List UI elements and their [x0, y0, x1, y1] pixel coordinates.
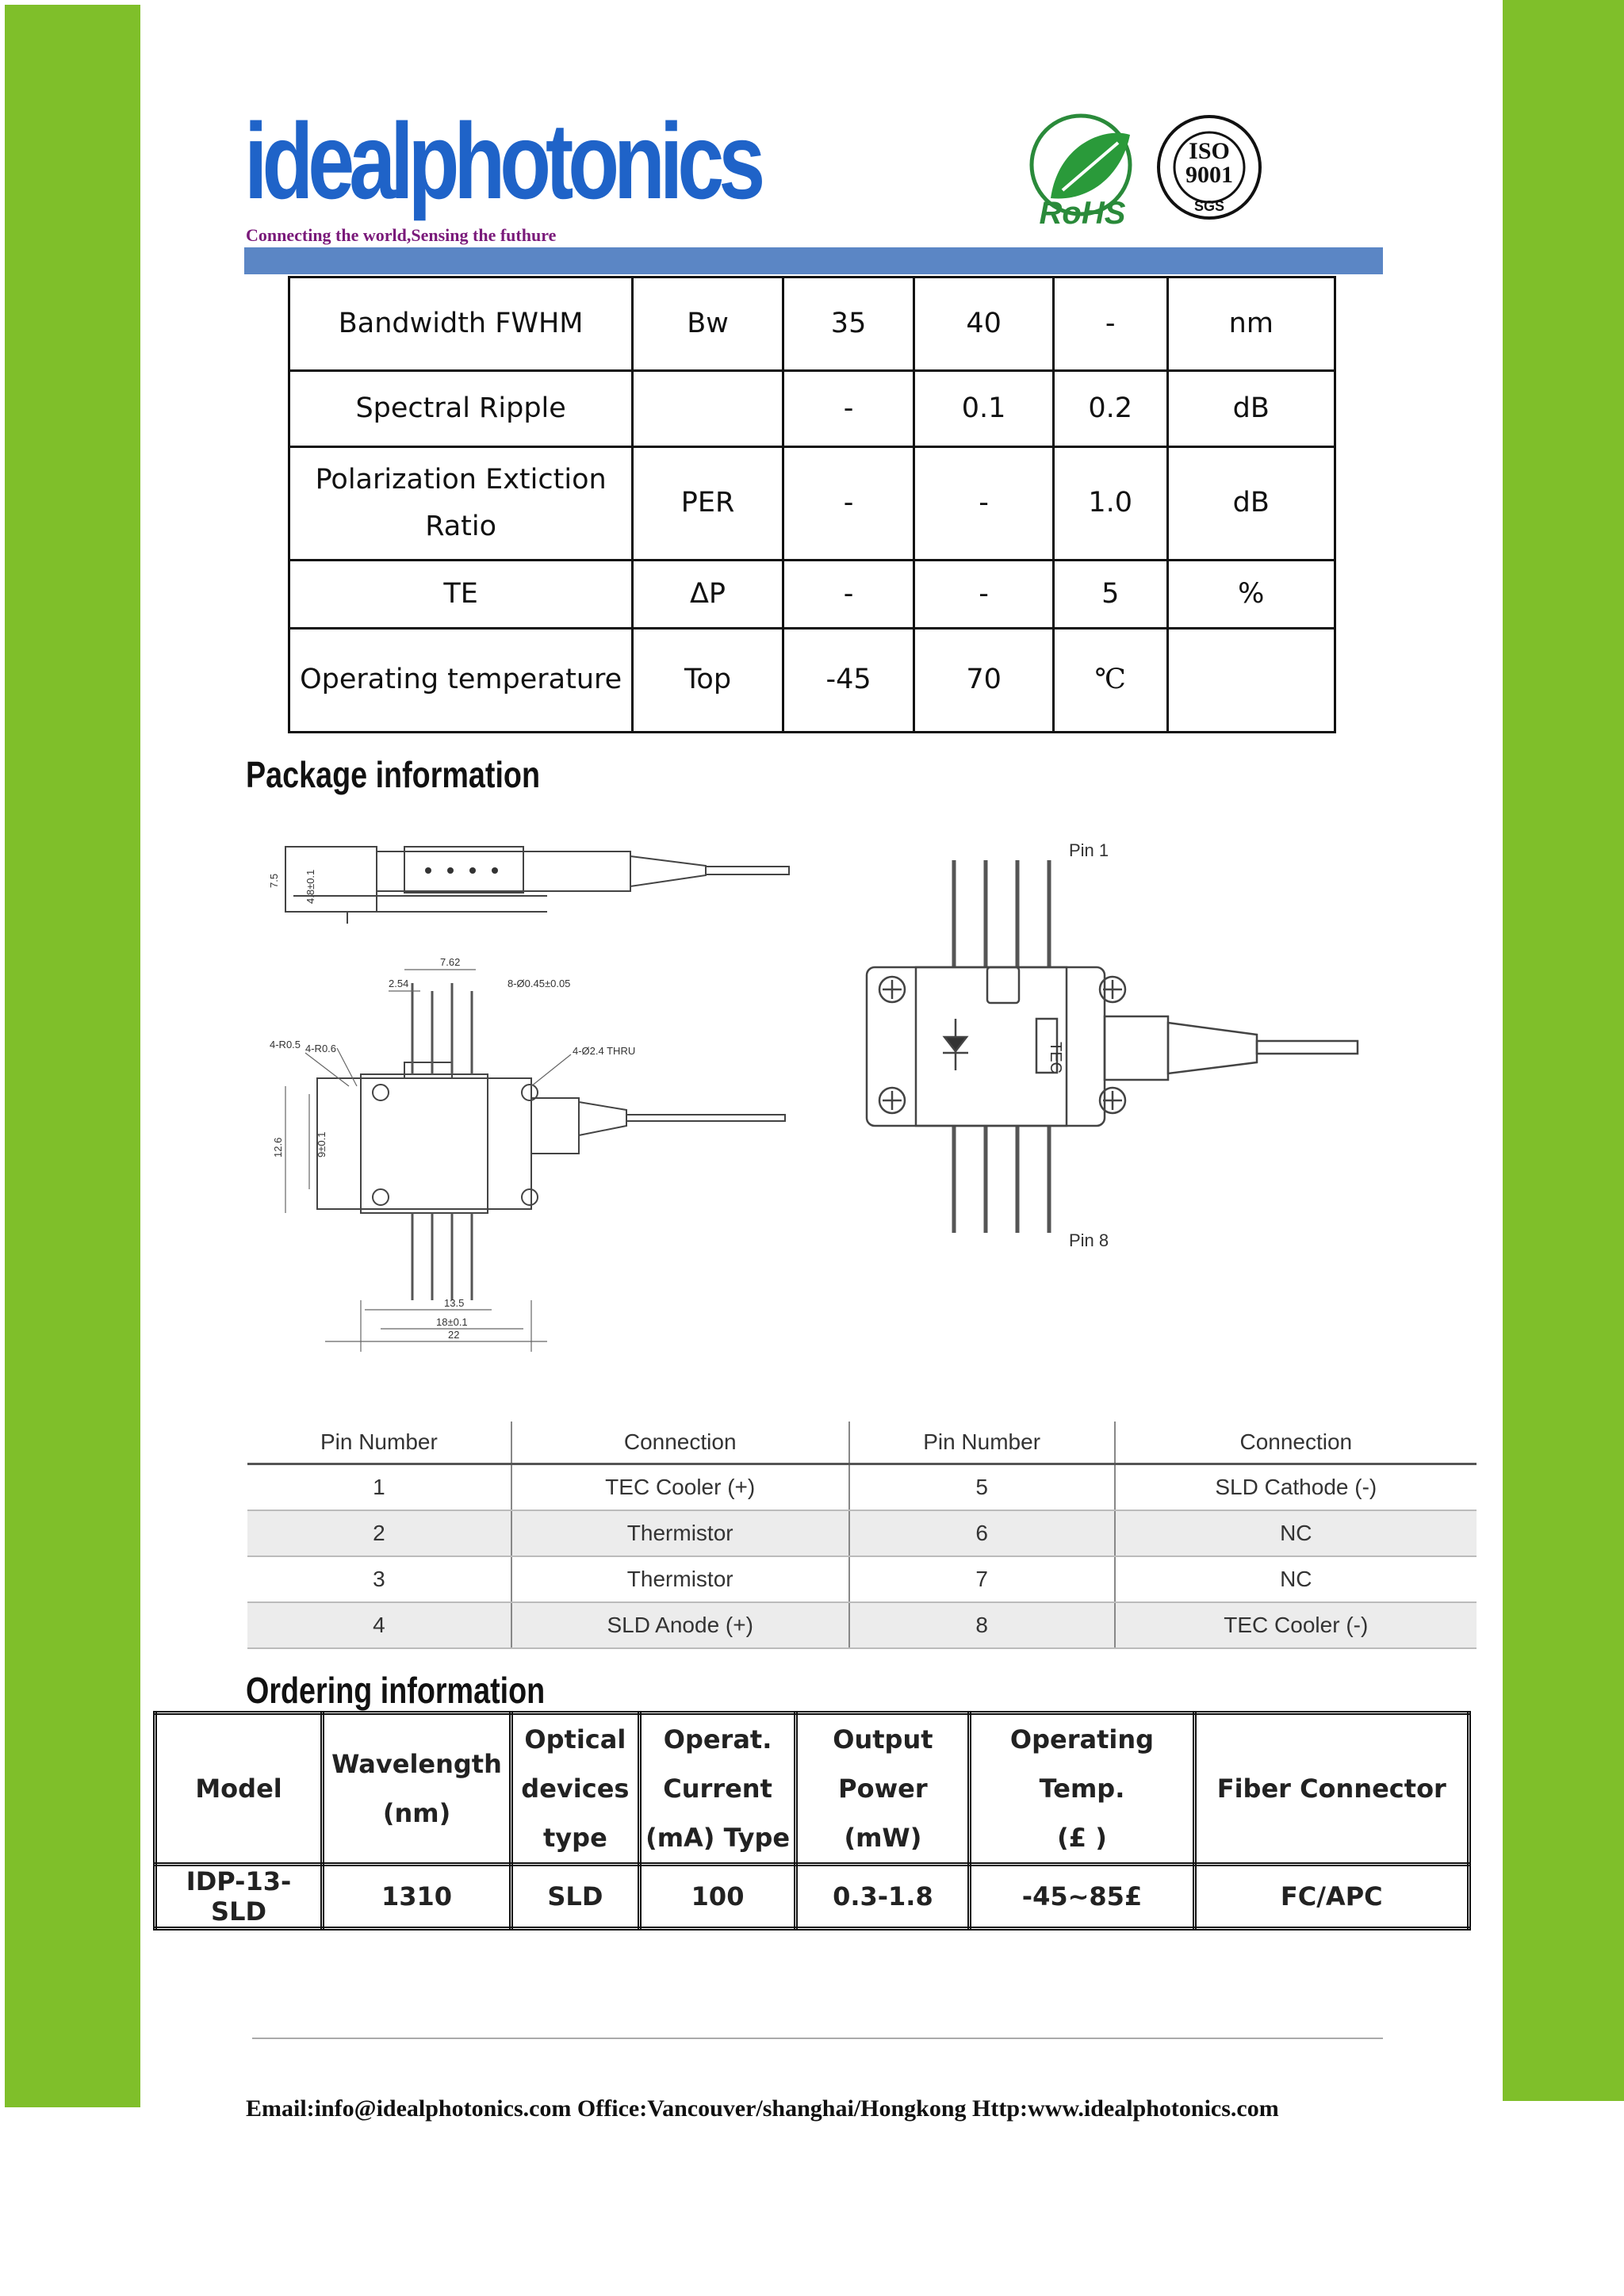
spec-row: Bandwidth FWHM Bw 35 40 - nm: [289, 277, 1335, 371]
pin1-label: Pin 1: [1069, 840, 1109, 860]
rohs-text: RoHS: [1039, 196, 1126, 230]
right-green-border: [1503, 0, 1624, 2101]
svg-text:2.54: 2.54: [389, 978, 409, 989]
svg-text:9±0.1: 9±0.1: [316, 1131, 327, 1158]
spec-row: Polarization Extiction Ratio PER - - 1.0 dB: [289, 447, 1335, 561]
table-row: 2 Thermistor 6 NC: [247, 1510, 1477, 1556]
package-dimension-drawing: [262, 825, 801, 1356]
spec-row: Spectral Ripple - 0.1 0.2 dB: [289, 371, 1335, 447]
spec-row: Operating temperature Top -45 70 ℃: [289, 629, 1335, 733]
footer-divider: [252, 2038, 1383, 2039]
spec-row: TE ΔP - - 5 %: [289, 561, 1335, 629]
svg-text:9001: 9001: [1185, 162, 1233, 188]
header-divider-bar: [244, 247, 1383, 274]
table-row: 3 Thermistor 7 NC: [247, 1556, 1477, 1602]
svg-text:22: 22: [448, 1329, 460, 1341]
rohs-badge: [1019, 111, 1146, 230]
ordering-table: Model Wavelength (nm) Optical devices type Operat. Current (mA) Type Output Power (mW) Operating Temp. (£ ) Fiber Connector IDP-13-SLD 1310 SLD 100 0.3-1.8 -45~85£ FC/APC: [153, 1711, 1471, 1931]
table-row: 1 TEC Cooler (+) 5 SLD Cathode (-): [247, 1464, 1477, 1511]
footer-contact: Email:info@idealphotonics.com Office:Vancouver/shanghai/Hongkong Http:www.idealphotonics.com: [246, 2095, 1279, 2122]
pin8-label: Pin 8: [1069, 1230, 1109, 1250]
svg-text:4-R0.5: 4-R0.5: [270, 1039, 301, 1050]
svg-text:4.8±0.1: 4.8±0.1: [304, 869, 316, 904]
spec-table: [288, 276, 1336, 733]
svg-text:7.62: 7.62: [440, 956, 461, 968]
pin-table: Pin Number Connection Pin Number Connection 1 TEC Cooler (+) 5 SLD Cathode (-) 2 Thermistor 6 NC 3 Thermistor 7 NC 4 SLD Anode (+) 8 TEC Cooler (-): [247, 1422, 1477, 1649]
svg-text:7.5: 7.5: [268, 873, 280, 888]
package-heading: Package information: [246, 754, 541, 795]
left-green-border: [5, 5, 140, 2107]
table-row: IDP-13-SLD 1310 SLD 100 0.3-1.8 -45~85£ FC/APC: [155, 1865, 1469, 1929]
svg-text:12.6: 12.6: [272, 1137, 284, 1158]
svg-text:4-Ø2.4 THRU: 4-Ø2.4 THRU: [573, 1045, 636, 1057]
sgs-text: SGS: [1193, 198, 1225, 214]
iso-badge: [1151, 115, 1270, 222]
svg-text:13.5: 13.5: [444, 1297, 465, 1309]
brand-logo: idealphotonics: [244, 101, 760, 221]
pinout-diagram: [860, 832, 1368, 1261]
svg-text:8-Ø0.45±0.05: 8-Ø0.45±0.05: [508, 978, 571, 989]
svg-text:ISO: ISO: [1189, 138, 1230, 164]
tagline: Connecting the world,Sensing the futhure: [246, 225, 557, 245]
ordering-heading: Ordering information: [246, 1670, 546, 1711]
svg-text:4-R0.6: 4-R0.6: [305, 1043, 337, 1054]
svg-text:18±0.1: 18±0.1: [436, 1316, 468, 1328]
table-row: 4 SLD Anode (+) 8 TEC Cooler (-): [247, 1602, 1477, 1648]
tec-label: TEC: [1047, 1042, 1064, 1073]
